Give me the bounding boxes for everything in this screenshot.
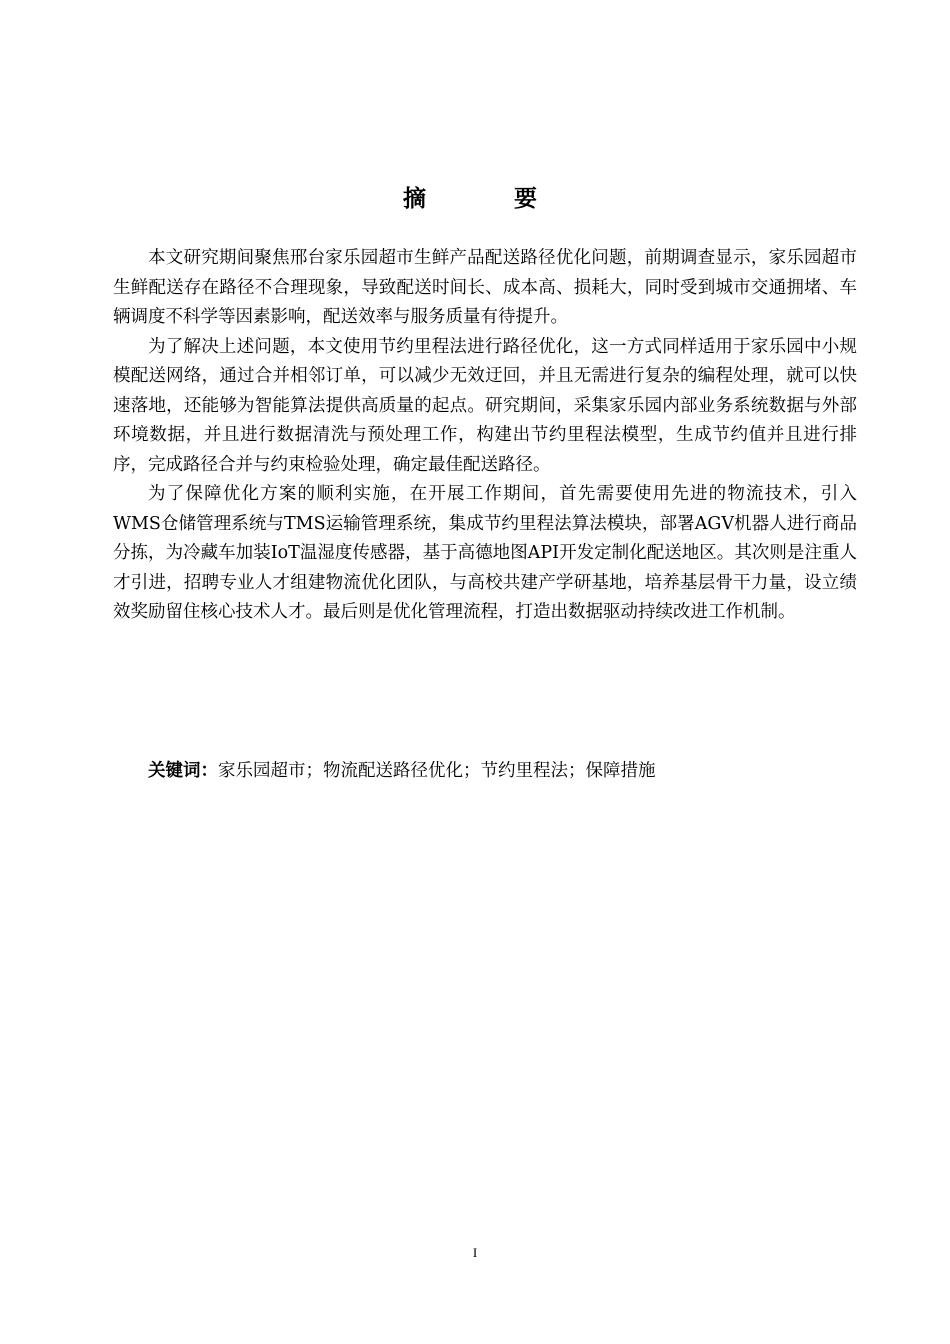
keywords-text: 家乐园超市；物流配送路径优化；节约里程法；保障措施 xyxy=(218,761,656,781)
abstract-body xyxy=(113,244,857,628)
abstract-paragraph-1: 本文研究期间聚焦邢台家乐园超市生鲜产品配送路径优化问题，前期调查显示，家乐园超市生鲜配送存在路径不合理现象，导致配送时间长、成本高、损耗大，同时受到城市交通拥堵、车辆调度不科学等因素影响，配送效率与服务质量有待提升。 xyxy=(113,248,857,327)
page-number: I xyxy=(472,1245,478,1260)
keywords-label: 关键词： xyxy=(148,761,218,781)
keywords-line xyxy=(113,757,857,787)
abstract-paragraph-2: 为了解决上述问题，本文使用节约里程法进行路径优化，这一方式同样适用于家乐园中小规模配送网络，通过合并相邻订单，可以减少无效迂回，并且无需进行复杂的编程处理，就可以快速落地，还能够为智能算法提供高质量的起点。研究期间，采集家乐园内部业务系统数据与外部环境数据，并且进行数据清洗与预处理工作，构建出节约里程法模型，生成节约值并且进行排序，完成路径合并与约束检验处理，确定最佳配送路径。 xyxy=(113,336,857,475)
abstract-title: 摘 要 xyxy=(402,186,577,212)
abstract-paragraph-3: 为了保障优化方案的顺利实施，在开展工作期间，首先需要使用先进的物流技术，引入WMS仓储管理系统与TMS运输管理系统，集成节约里程法算法模块，部署AGV机器人进行商品分拣，为冷藏车加装IoT温湿度传感器，基于高德地图API开发定制化配送地区。其次则是注重人才引进，招聘专业人才组建物流优化团队，与高校共建产学研基地，培养基层骨干力量，设立绩效奖励留住核心技术人才。最后则是优化管理流程，打造出数据驱动持续改进工作机制。 xyxy=(113,484,857,622)
